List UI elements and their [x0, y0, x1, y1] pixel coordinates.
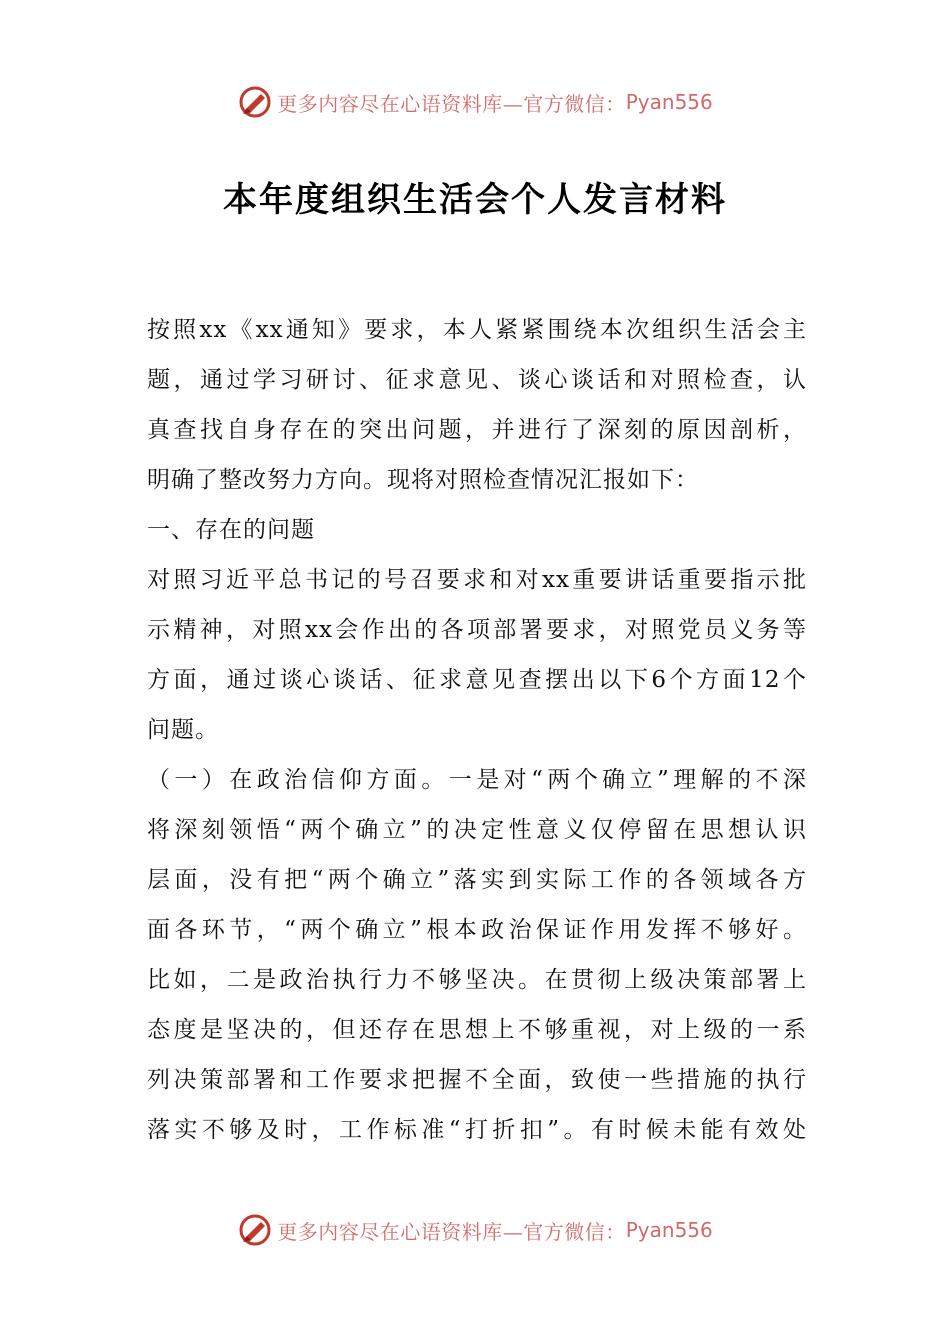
paragraph-line: 题，通过学习研讨、征求意见、谈心谈话和对照检查，认 [147, 367, 807, 393]
document-title: 本年度组织生活会个人发言材料 [223, 180, 727, 220]
footer-watermark [0, 1210, 950, 1250]
paragraph-line: 态度是坚决的，但还存在思想上不够重视，对上级的一系 [147, 1017, 807, 1043]
paragraph-line: 明确了整改努力方向。现将对照检查情况汇报如下： [147, 467, 699, 493]
paragraph-line: 问题。 [147, 717, 219, 743]
paragraph-line: 落实不够及时，工作标准“打折扣”。有时候未能有效处 [147, 1117, 807, 1143]
paragraph-line: 列决策部署和工作要求把握不全面，致使一些措施的执行 [147, 1067, 807, 1093]
paragraph-line: 对照习近平总书记的号召要求和对xx重要讲话重要指示批 [147, 567, 807, 593]
pen-logo-icon [237, 84, 273, 120]
watermark-wechat-id: Pyan556 [625, 1218, 713, 1242]
paragraph-line: 按照xx《xx通知》要求，本人紧紧围绕本次组织生活会主 [147, 317, 807, 343]
paragraph-line: 一、存在的问题 [147, 517, 315, 543]
paragraph-line: 面各环节，“两个确立”根本政治保证作用发挥不够好。 [147, 917, 807, 943]
paragraph-line: 真查找自身存在的突出问题，并进行了深刻的原因剖析， [147, 417, 807, 443]
paragraph-line: 示精神，对照xx会作出的各项部署要求，对照党员义务等 [147, 617, 807, 643]
pen-logo-icon [237, 1212, 273, 1248]
watermark-wechat-id: Pyan556 [625, 90, 713, 114]
document-body [147, 305, 807, 1155]
paragraph-line: 将深刻领悟“两个确立”的决定性意义仅停留在思想认识 [147, 817, 807, 843]
header-watermark [0, 82, 950, 122]
watermark-text: 更多内容尽在心语资料库—官方微信： [277, 91, 626, 116]
paragraph-line: 方面，通过谈心谈话、征求意见查摆出以下6个方面12个 [147, 667, 807, 693]
paragraph-line: 比如，二是政治执行力不够坚决。在贯彻上级决策部署上 [147, 967, 807, 993]
watermark-text: 更多内容尽在心语资料库—官方微信： [277, 1219, 626, 1244]
paragraph-line: 层面，没有把“两个确立”落实到实际工作的各领域各方 [147, 867, 807, 893]
paragraph-line: （一）在政治信仰方面。一是对“两个确立”理解的不深 [147, 767, 807, 793]
